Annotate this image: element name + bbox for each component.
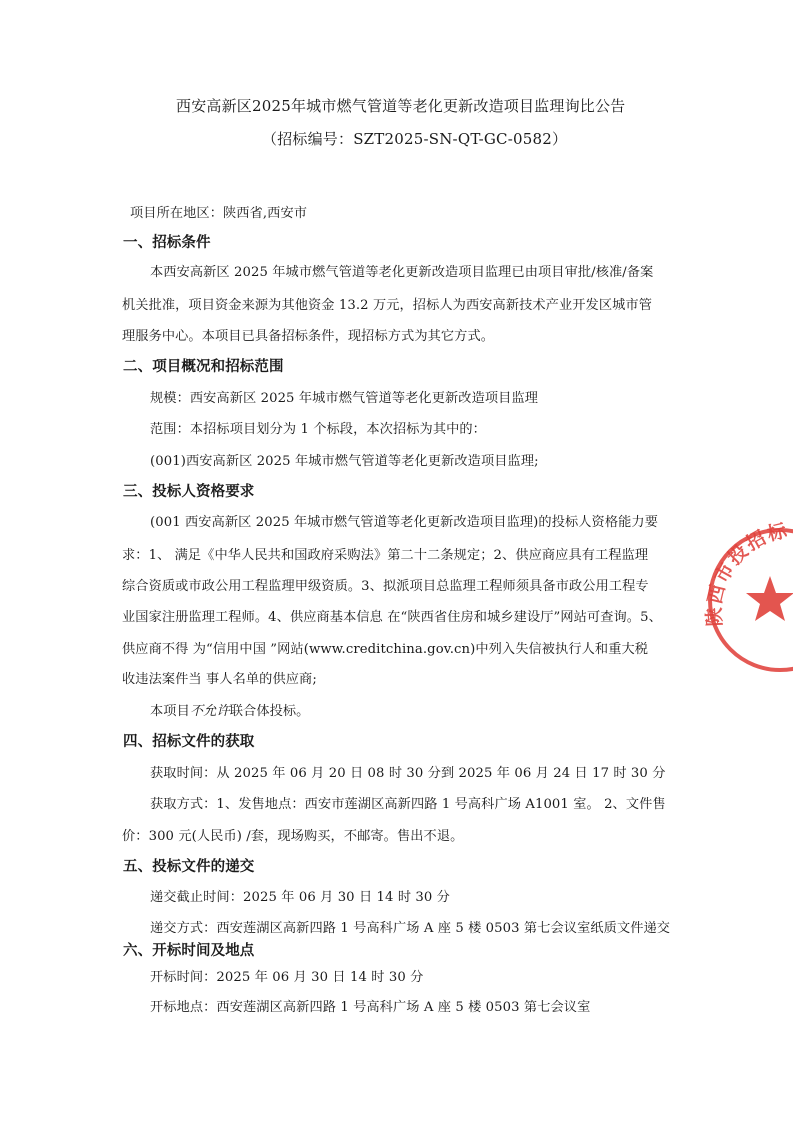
paragraph-line: 理服务中心。本项目已具备招标条件，现招标方式为其它方式。: [122, 329, 495, 344]
seal-star-icon: [746, 576, 793, 621]
section-heading-document-acquisition: 四、招标文件的获取: [123, 734, 255, 750]
section-heading-qualification: 三、投标人资格要求: [123, 484, 255, 500]
section-heading-opening: 六、开标时间及地点: [123, 943, 255, 959]
section-heading-project-overview: 二、项目概况和招标范围: [123, 359, 284, 375]
section-heading-submission: 五、投标文件的递交: [123, 859, 255, 875]
paragraph-line: 本西安高新区 2025 年城市燃气管道等老化更新改造项目监理已由项目审批/核准/备案: [150, 265, 654, 280]
paragraph-line: 递交方式：西安莲湖区高新四路 1 号高科广场 A 座 5 楼 0503 第七会议室纸质文件递交: [150, 921, 671, 936]
paragraph-line: 求：1、 满足《中华人民共和国政府采购法》第二十二条规定；2、供应商应具有工程监理: [122, 548, 649, 563]
paragraph-line: (001)西安高新区 2025 年城市燃气管道等老化更新改造项目监理;: [150, 454, 539, 469]
paragraph-line: 业国家注册监理工程师。4、供应商基本信息 在“陕西省住房和城乡建设厅”网站可查询。5、: [122, 610, 662, 625]
paragraph-line: 机关批准，项目资金来源为其他资金 13.2 万元，招标人为西安高新技术产业开发区城市管: [122, 298, 652, 313]
paragraph-line: (001 西安高新区 2025 年城市燃气管道等老化更新改造项目监理)的投标人资格能力要: [150, 515, 658, 530]
paragraph-line: 递交截止时间：2025 年 06 月 30 日 14 时 30 分: [150, 890, 450, 905]
document-title: 西安高新区2025年城市燃气管道等老化更新改造项目监理询比公告: [176, 97, 626, 115]
paragraph-line: 价：300 元(人民币) /套，现场购买，不邮寄。售出不退。: [122, 829, 464, 844]
project-location: 项目所在地区：陕西省,西安市: [130, 206, 308, 221]
paragraph-line: 开标时间：2025 年 06 月 30 日 14 时 30 分: [150, 970, 424, 985]
consortium-prefix: 本项目: [150, 704, 190, 719]
paragraph-line: 供应商不得 为“信用中国 ”网站(www.creditchina.gov.cn)中列入失信被执行人和重大税: [122, 642, 649, 657]
paragraph-line: 获取方式：1、发售地点：西安市莲湖区高新四路 1 号高科广场 A1001 室。 2、文件售: [150, 797, 666, 812]
consortium-note: [150, 703, 309, 721]
paragraph-line: 获取时间：从 2025 年 06 月 20 日 08 时 30 分到 2025 年 06 月 24 日 17 时 30 分: [150, 766, 666, 781]
paragraph-line: 范围：本招标项目划分为 1 个标段，本次招标为其中的：: [150, 422, 486, 437]
bid-number: （招标编号：SZT2025-SN-QT-GC-0582）: [262, 130, 568, 148]
official-seal-stamp: [700, 518, 793, 688]
seal-text: 陕西市投招标: [703, 519, 791, 627]
paragraph-line: 综合资质或市政公用工程监理甲级资质。3、拟派项目总监理工程师须具备市政公用工程专: [122, 579, 649, 594]
consortium-not-allowed: 不允许: [189, 704, 230, 719]
paragraph-line: 收违法案件当 事人名单的供应商;: [122, 672, 317, 687]
paragraph-line: 开标地点：西安莲湖区高新四路 1 号高科广场 A 座 5 楼 0503 第七会议室: [150, 1000, 591, 1015]
consortium-suffix: 联合体投标。: [229, 704, 310, 719]
paragraph-line: 规模：西安高新区 2025 年城市燃气管道等老化更新改造项目监理: [150, 391, 539, 406]
section-heading-bidding-conditions: 一、招标条件: [123, 235, 211, 251]
